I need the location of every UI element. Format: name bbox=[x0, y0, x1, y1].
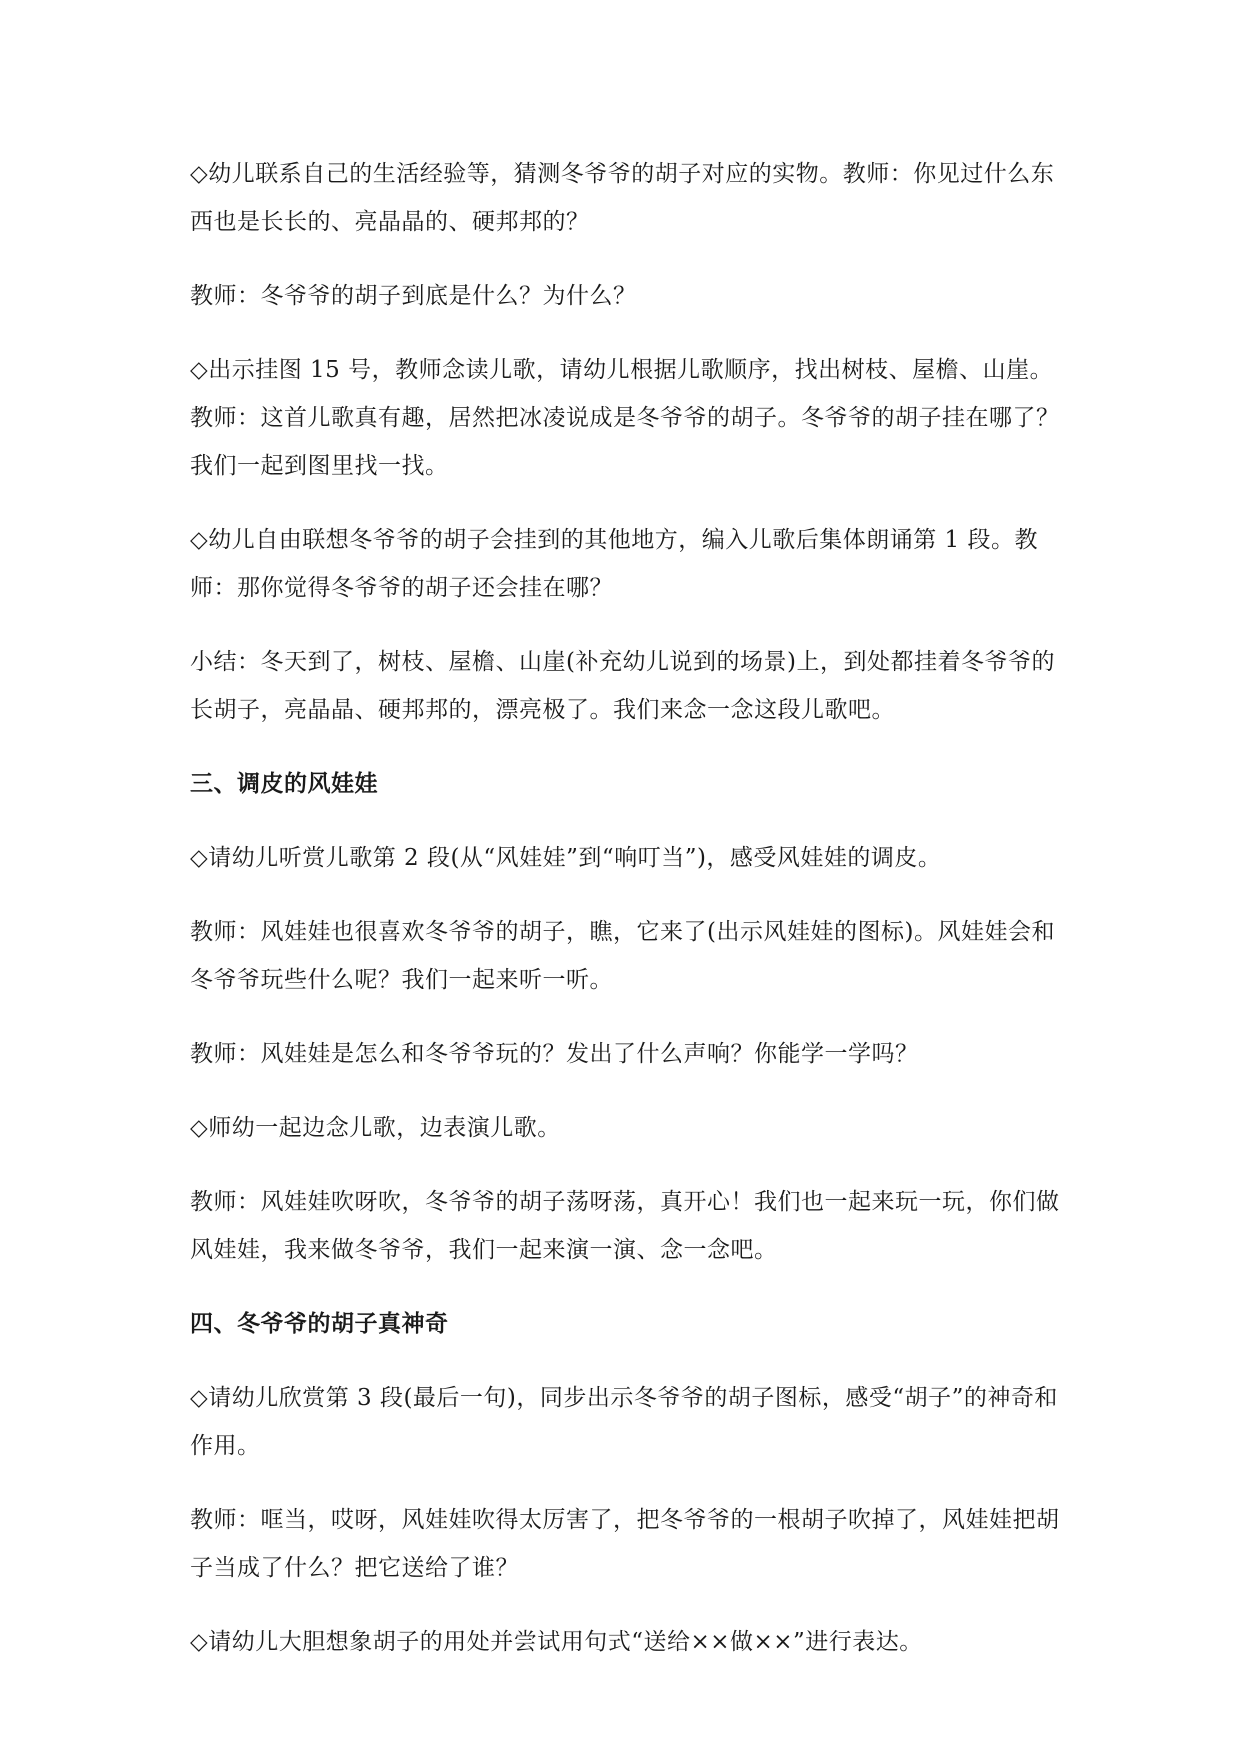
paragraph: 教师：哐当，哎呀，风娃娃吹得太厉害了，把冬爷爷的一根胡子吹掉了，风娃娃把胡子当成了什么？把它送给了谁？ bbox=[190, 1507, 1060, 1581]
paragraph: 教师：风娃娃也很喜欢冬爷爷的胡子，瞧，它来了(出示风娃娃的图标)。风娃娃会和冬爷爷玩些什么呢？我们一起来听一听。 bbox=[190, 919, 1055, 993]
paragraph: ◇师幼一起边念儿歌，边表演儿歌。 bbox=[190, 1115, 561, 1141]
paragraph: ◇请幼儿听赏儿歌第 2 段(从“风娃娃”到“响叮当”)，感受风娃娃的调皮。 bbox=[190, 845, 942, 871]
paragraph: ◇请幼儿大胆想象胡子的用处并尝试用句式“送给××做××”进行表达。 bbox=[190, 1629, 923, 1655]
paragraph: 教师：风娃娃吹呀吹，冬爷爷的胡子荡呀荡，真开心！我们也一起来玩一玩，你们做风娃娃，我来做冬爷爷，我们一起来演一演、念一念吧。 bbox=[190, 1189, 1060, 1263]
document-body bbox=[190, 150, 1070, 1692]
paragraph: 教师：冬爷爷的胡子到底是什么？为什么？ bbox=[190, 283, 637, 309]
section-heading: 四、冬爷爷的胡子真神奇 bbox=[190, 1311, 449, 1337]
paragraph: ◇幼儿自由联想冬爷爷的胡子会挂到的其他地方，编入儿歌后集体朗诵第 1 段。教师：那你觉得冬爷爷的胡子还会挂在哪？ bbox=[190, 527, 1038, 601]
paragraph: 小结：冬天到了，树枝、屋檐、山崖(补充幼儿说到的场景)上，到处都挂着冬爷爷的长胡子，亮晶晶、硬邦邦的，漂亮极了。我们来念一念这段儿歌吧。 bbox=[190, 649, 1055, 723]
paragraph: ◇幼儿联系自己的生活经验等，猜测冬爷爷的胡子对应的实物。教师：你见过什么东西也是长长的、亮晶晶的、硬邦邦的？ bbox=[190, 161, 1055, 235]
paragraph: 教师：风娃娃是怎么和冬爷爷玩的？发出了什么声响？你能学一学吗？ bbox=[190, 1041, 919, 1067]
paragraph: ◇出示挂图 15 号，教师念读儿歌，请幼儿根据儿歌顺序，找出树枝、屋檐、山崖。教师：这首儿歌真有趣，居然把冰凌说成是冬爷爷的胡子。冬爷爷的胡子挂在哪了？我们一起到图里找一找。 bbox=[190, 357, 1060, 479]
section-heading: 三、调皮的风娃娃 bbox=[190, 771, 378, 797]
paragraph: ◇请幼儿欣赏第 3 段(最后一句)，同步出示冬爷爷的胡子图标，感受“胡子”的神奇和作用。 bbox=[190, 1385, 1058, 1459]
